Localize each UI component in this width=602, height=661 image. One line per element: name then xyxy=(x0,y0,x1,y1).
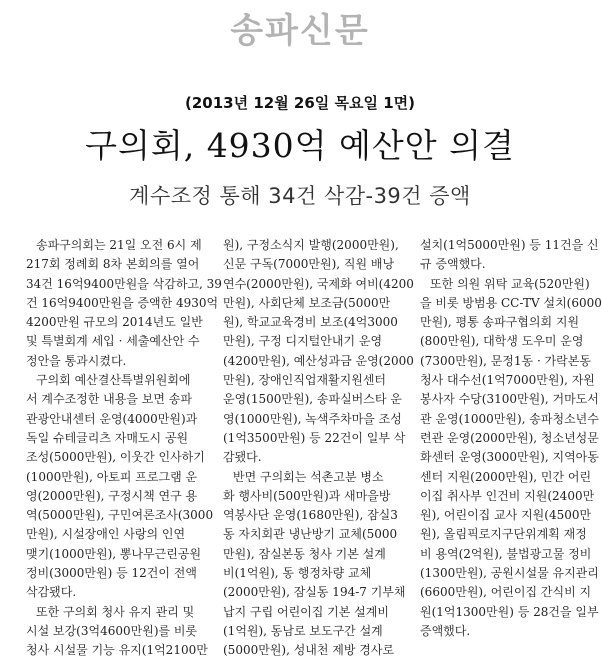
article-text-line: 만원), 잠실본동 청사 기본 설계 xyxy=(223,546,386,561)
article-text-line: 이집 취사부 인건비 지원(2400만 xyxy=(420,488,595,503)
article-text-line: 또한 의원 위탁 교육(520만원) xyxy=(430,276,590,291)
article-text-line: 센터 지원(2000만원), 민간 어린 xyxy=(420,469,592,484)
article-text-line: (4200만원), 예산성과금 운영(2000 xyxy=(223,353,414,368)
article-text-line: 또한 구의회 청사 유지 관리 및 xyxy=(36,604,195,619)
article-text-line: 반면 구의회는 석촌고분 병소 xyxy=(233,469,384,484)
article-body xyxy=(26,236,602,658)
article-text-line: 4200만원 규모의 2014년도 일반 xyxy=(26,315,203,330)
article-text-line: 증액했다. xyxy=(420,623,471,638)
article-text-line: 운영(1500만원), 송파실버스타 운 xyxy=(223,392,402,407)
article-text-line: 동 자치회관 냉난방기 교체(5000 xyxy=(223,527,398,542)
article-text-line: 만원), 사회단체 보조금(5000만 xyxy=(223,295,391,310)
article-headline: 구의회, 4930억 예산안 의결 xyxy=(85,126,515,165)
article-text-line: 서 계수조정한 내용을 보면 송파 xyxy=(26,392,192,407)
article-text-line: 만원), 시설장애인 사랑의 인연 xyxy=(26,527,186,542)
article-text-line: 정안을 통과시켰다. xyxy=(26,353,127,368)
article-subheadline: 계수조정 통해 34건 삭감-39건 증액 xyxy=(129,184,471,208)
article-text-line: (2000만원), 잠실동 194-7 기부채 xyxy=(223,585,406,600)
article-text-line: (5000만원), 성내천 제방 경사로 xyxy=(223,643,395,658)
article-text-line: (1억원), 동남로 보도구간 설계 xyxy=(223,623,383,638)
article-text-line: 역봉사단 운영(1680만원), 잠실3 xyxy=(223,508,398,523)
article-text-line: 217회 정례회 8차 본회의를 열어 xyxy=(26,257,200,272)
article-text-line: 비 용역(2억원), 불법광고물 정비 xyxy=(420,546,592,561)
newspaper-masthead: 송파신문 xyxy=(230,11,370,51)
article-text-line: 만원), 구정 디지털안내기 운영 xyxy=(223,334,383,349)
article-text-line: 비(1억원), 동 행정차량 교체 xyxy=(223,566,372,581)
article-text-line: (800만원), 대학생 도우미 운영 xyxy=(420,334,584,349)
article-text-line: 을 비롯 방범용 CC-TV 설치(6000 xyxy=(420,295,602,310)
article-text-line: 및 특별회계 세입 · 세출예산안 수 xyxy=(26,334,200,349)
article-text-line: 구의회 예산결산특별위원회에 xyxy=(36,373,191,388)
article-text-line: 정비(3000만원) 등 12건이 전액 xyxy=(26,566,197,581)
article-text-line: 시설 보강(3억4600만원)를 비롯 xyxy=(26,623,198,638)
article-column-2 xyxy=(223,236,414,658)
article-text-line: 원), 올림픽로지구단위계획 재정 xyxy=(420,527,587,542)
article-text-line: 건 16억9400만원을 증액한 4930억 xyxy=(26,295,219,310)
article-text-line: 34건 16억9400만원을 삭감하고, 39 xyxy=(26,276,222,291)
article-text-line: (7300만원), 문정1동 · 가락본동 xyxy=(420,353,591,368)
article-text-line: 관광안내센터 운영(4000만원)과 xyxy=(26,411,198,426)
article-text-line: 맺기(1000만원), 뽕나무근린공원 xyxy=(26,546,202,561)
article-text-line: (1억3500만원) 등 22건이 일부 삭 xyxy=(223,430,406,445)
article-text-line: 만원), 평통 송파구협의회 지원 xyxy=(420,315,580,330)
article-text-line: 송파구의회는 21일 오전 6시 제 xyxy=(36,238,202,252)
article-text-line: 삭감됐다. xyxy=(26,585,77,600)
article-text-line: 납지 구립 어린이집 기본 설계비 xyxy=(223,604,389,619)
article-column-1 xyxy=(26,236,222,658)
article-text-line: 신문 구독(7000만원), 직원 배낭 xyxy=(223,257,395,272)
article-text-line: 감됐다. xyxy=(223,450,262,465)
article-text-line: 화센터 운영(3000만원), 지역아동 xyxy=(420,450,599,465)
article-text-line: 화 행사비(500만원)과 새마을방 xyxy=(223,488,391,503)
article-text-line: 원), 구정소식지 발행(2000만원), xyxy=(223,238,399,252)
article-text-line: 청사 대수선(1억7000만원), 자원 xyxy=(420,373,595,388)
article-text-line: 련관 운영(2000만원), 청소년성문 xyxy=(420,430,599,445)
article-text-line: 청사 시설물 기능 유지(1억2100만 xyxy=(26,643,208,658)
article-text-line: 원(1억1300만원) 등 28건을 일부 xyxy=(420,604,599,619)
article-text-line: 조성(5000만원), 이웃간 인사하기 xyxy=(26,450,205,465)
article-text-line: 규 증액했다. xyxy=(420,257,486,272)
article-text-line: 원), 학교교육경비 보조(4억3000 xyxy=(223,315,398,330)
article-text-line: 설치(1억5000만원) 등 11건을 신 xyxy=(420,238,599,252)
article-text-line: 역(5000만원), 구민여론조사(3000 xyxy=(26,508,214,523)
article-column-3 xyxy=(420,236,602,640)
article-text-line: 영(2000만원), 구정시책 연구 용 xyxy=(26,488,198,503)
article-text-line: 영(1000만원), 녹색주차마을 조성 xyxy=(223,411,402,426)
dateline: (2013년 12월 26일 목요일 1면) xyxy=(185,94,415,112)
article-text-line: 만원), 장애인직업재활지원센터 xyxy=(223,373,387,388)
article-text-line: (1300만원), 공원시설물 유지관리 xyxy=(420,566,599,581)
article-text-line: 관 운영(1000만원), 송파청소년수 xyxy=(420,411,599,426)
article-text-line: 독일 슈테글리츠 자매도시 공원 xyxy=(26,430,189,445)
article-text-line: 원), 어린이집 교사 지원(4500만 xyxy=(420,508,592,523)
article-text-line: (6600만원), 어린이집 간식비 지 xyxy=(420,585,592,600)
article-text-line: (1000만원), 아토피 프로그램 운 xyxy=(26,469,198,484)
article-text-line: 봉사자 수당(3100만원), 거마도서 xyxy=(420,392,599,407)
article-text-line: 연수(2000만원), 국제화 여비(4200 xyxy=(223,276,414,291)
